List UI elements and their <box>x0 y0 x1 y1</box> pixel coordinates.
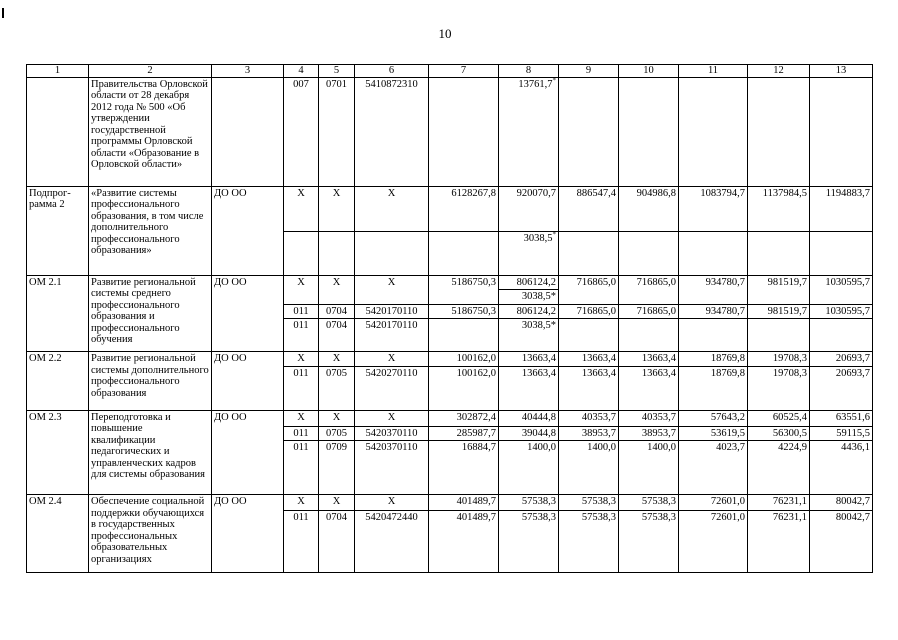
cell: 5186750,3 <box>429 275 499 290</box>
cell: 13663,4 <box>559 366 619 410</box>
page-number: 10 <box>438 26 452 41</box>
cell <box>319 231 355 275</box>
cell <box>429 290 499 305</box>
scan-mark <box>2 8 4 18</box>
cell: 5420370110 <box>355 426 429 441</box>
cell: 18769,8 <box>679 352 748 367</box>
col-header: 9 <box>559 65 619 78</box>
cell: 57538,3 <box>619 511 679 573</box>
col-header: 12 <box>748 65 810 78</box>
row-code: ОМ 2.3 <box>27 410 89 495</box>
cell: 0704 <box>319 304 355 319</box>
cell: 1030595,7 <box>810 304 873 319</box>
cell: 5420270110 <box>355 366 429 410</box>
cell: 4224,9 <box>748 441 810 495</box>
cell: 716865,0 <box>559 275 619 290</box>
cell: 934780,7 <box>679 304 748 319</box>
cell <box>679 231 748 275</box>
cell: 716865,0 <box>559 304 619 319</box>
cell <box>319 290 355 305</box>
cell: 401489,7 <box>429 511 499 573</box>
cell: 007 <box>284 77 319 186</box>
budget-table <box>26 64 873 573</box>
cell: 0704 <box>319 511 355 573</box>
table-row <box>27 275 873 290</box>
cell: 76231,1 <box>748 495 810 511</box>
cell: Х <box>355 495 429 511</box>
cell: Х <box>284 275 319 290</box>
cell <box>355 231 429 275</box>
cell: 19708,3 <box>748 366 810 410</box>
cell <box>679 319 748 352</box>
cell: 981519,7 <box>748 275 810 290</box>
cell: 13761,7* <box>499 77 559 186</box>
cell: 39044,8 <box>499 426 559 441</box>
cell: 57538,3 <box>559 511 619 573</box>
cell <box>810 290 873 305</box>
cell: 011 <box>284 304 319 319</box>
cell: 981519,7 <box>748 304 810 319</box>
cell: 904986,8 <box>619 186 679 231</box>
cell: Х <box>284 352 319 367</box>
executor: ДО ОО <box>212 410 284 495</box>
cell: 5410872310 <box>355 77 429 186</box>
cell: 5420170110 <box>355 304 429 319</box>
cell <box>355 290 429 305</box>
cell: 716865,0 <box>619 304 679 319</box>
cell: 0705 <box>319 366 355 410</box>
table-row <box>27 77 873 186</box>
executor: ДО ОО <box>212 352 284 411</box>
cell <box>619 231 679 275</box>
cell: 20693,7 <box>810 352 873 367</box>
cell <box>429 231 499 275</box>
cell: Х <box>355 186 429 231</box>
row-code: ОМ 2.1 <box>27 275 89 352</box>
cell: Х <box>284 186 319 231</box>
col-header: 5 <box>319 65 355 78</box>
cell <box>679 290 748 305</box>
cell: 886547,4 <box>559 186 619 231</box>
cell: 1083794,7 <box>679 186 748 231</box>
cell <box>748 290 810 305</box>
cell: 302872,4 <box>429 410 499 426</box>
cell: 40353,7 <box>559 410 619 426</box>
cell <box>748 319 810 352</box>
executor: ДО ОО <box>212 186 284 275</box>
cell <box>27 77 89 186</box>
cell: 011 <box>284 319 319 352</box>
header-row <box>27 65 873 78</box>
col-header: 6 <box>355 65 429 78</box>
row-code: ОМ 2.4 <box>27 495 89 573</box>
measure-name: «Развитие системы профессионального образования, в том числе дополнительного профессионального образования» <box>89 186 212 275</box>
cell <box>748 231 810 275</box>
table-row <box>27 410 873 426</box>
cell <box>212 77 284 186</box>
cell: Х <box>319 275 355 290</box>
cell: 401489,7 <box>429 495 499 511</box>
cell: 011 <box>284 426 319 441</box>
table-row <box>27 352 873 367</box>
cell <box>284 290 319 305</box>
cell <box>559 319 619 352</box>
cell: 20693,7 <box>810 366 873 410</box>
cell: 0701 <box>319 77 355 186</box>
cell <box>810 319 873 352</box>
cell: 011 <box>284 366 319 410</box>
cell: 18769,8 <box>679 366 748 410</box>
cell: 59115,5 <box>810 426 873 441</box>
executor: ДО ОО <box>212 495 284 573</box>
cell: 80042,7 <box>810 495 873 511</box>
table-row <box>27 495 873 511</box>
cell <box>559 231 619 275</box>
cell: 934780,7 <box>679 275 748 290</box>
measure-name: Переподготовка и повышение квалификации педагогических и управленческих кадров для системы образования <box>89 410 212 495</box>
cell: Х <box>355 275 429 290</box>
cell: Х <box>284 495 319 511</box>
cell: 1400,0 <box>619 441 679 495</box>
cell <box>284 231 319 275</box>
cell <box>429 77 499 186</box>
cell <box>619 77 679 186</box>
cell: 57538,3 <box>499 495 559 511</box>
cell: 0705 <box>319 426 355 441</box>
cell: 38953,7 <box>619 426 679 441</box>
cell: 72601,0 <box>679 511 748 573</box>
row-code: Подпрог-рамма 2 <box>27 186 89 275</box>
table-row <box>27 186 873 231</box>
cell: 63551,6 <box>810 410 873 426</box>
cell <box>619 319 679 352</box>
cell: 38953,7 <box>559 426 619 441</box>
cell: 4436,1 <box>810 441 873 495</box>
col-header: 13 <box>810 65 873 78</box>
cell: 806124,2 <box>499 275 559 290</box>
executor: ДО ОО <box>212 275 284 352</box>
cell: 13663,4 <box>559 352 619 367</box>
cell: 285987,7 <box>429 426 499 441</box>
cell: 5186750,3 <box>429 304 499 319</box>
cell: 40353,7 <box>619 410 679 426</box>
cell: 716865,0 <box>619 275 679 290</box>
cell: 80042,7 <box>810 511 873 573</box>
cell: 5420472440 <box>355 511 429 573</box>
cell: 100162,0 <box>429 352 499 367</box>
cell: 1194883,7 <box>810 186 873 231</box>
cell <box>619 290 679 305</box>
cell: Х <box>355 410 429 426</box>
cell: 57538,3 <box>559 495 619 511</box>
cell: Х <box>319 410 355 426</box>
cell: 16884,7 <box>429 441 499 495</box>
cell: 40444,8 <box>499 410 559 426</box>
col-header: 10 <box>619 65 679 78</box>
measure-name: Обеспечение социальной поддержки обучающихся в государственных профессиональных образовательных организациях <box>89 495 212 573</box>
col-header: 1 <box>27 65 89 78</box>
cell: 011 <box>284 511 319 573</box>
cell: 920070,7 <box>499 186 559 231</box>
measure-name: Развитие региональной системы среднего профессионального образования и профессионального обучения <box>89 275 212 352</box>
cell: 011 <box>284 441 319 495</box>
measure-name: Правительства Орловской области от 28 декабря 2012 года № 500 «Об утверждении государственной программы Орловской области «Образование в Орловской области» <box>89 77 212 186</box>
cell: Х <box>319 186 355 231</box>
cell <box>679 77 748 186</box>
cell: 100162,0 <box>429 366 499 410</box>
cell: 72601,0 <box>679 495 748 511</box>
cell: 3038,5* <box>499 231 559 275</box>
cell: 13663,4 <box>499 352 559 367</box>
cell <box>810 231 873 275</box>
cell <box>559 290 619 305</box>
cell: Х <box>319 495 355 511</box>
cell: 3038,5* <box>499 290 559 305</box>
cell: 1400,0 <box>499 441 559 495</box>
col-header: 3 <box>212 65 284 78</box>
cell: 6128267,8 <box>429 186 499 231</box>
cell: 5420170110 <box>355 319 429 352</box>
cell: 3038,5* <box>499 319 559 352</box>
cell: 5420370110 <box>355 441 429 495</box>
cell: Х <box>355 352 429 367</box>
cell: 19708,3 <box>748 352 810 367</box>
cell: 60525,4 <box>748 410 810 426</box>
cell: Х <box>284 410 319 426</box>
cell: 13663,4 <box>499 366 559 410</box>
cell: 1400,0 <box>559 441 619 495</box>
cell: 13663,4 <box>619 366 679 410</box>
cell <box>429 319 499 352</box>
cell <box>559 77 619 186</box>
cell: 0704 <box>319 319 355 352</box>
col-header: 11 <box>679 65 748 78</box>
cell: 806124,2 <box>499 304 559 319</box>
col-header: 2 <box>89 65 212 78</box>
cell <box>748 77 810 186</box>
cell: 57643,2 <box>679 410 748 426</box>
cell: 53619,5 <box>679 426 748 441</box>
cell: 1137984,5 <box>748 186 810 231</box>
cell: 57538,3 <box>499 511 559 573</box>
cell <box>810 77 873 186</box>
col-header: 4 <box>284 65 319 78</box>
cell: 56300,5 <box>748 426 810 441</box>
measure-name: Развитие региональной системы дополнительного профессионального образования <box>89 352 212 411</box>
col-header: 8 <box>499 65 559 78</box>
cell: 76231,1 <box>748 511 810 573</box>
cell: 1030595,7 <box>810 275 873 290</box>
row-code: ОМ 2.2 <box>27 352 89 411</box>
cell: Х <box>319 352 355 367</box>
cell: 57538,3 <box>619 495 679 511</box>
cell: 4023,7 <box>679 441 748 495</box>
cell: 13663,4 <box>619 352 679 367</box>
cell: 0709 <box>319 441 355 495</box>
col-header: 7 <box>429 65 499 78</box>
